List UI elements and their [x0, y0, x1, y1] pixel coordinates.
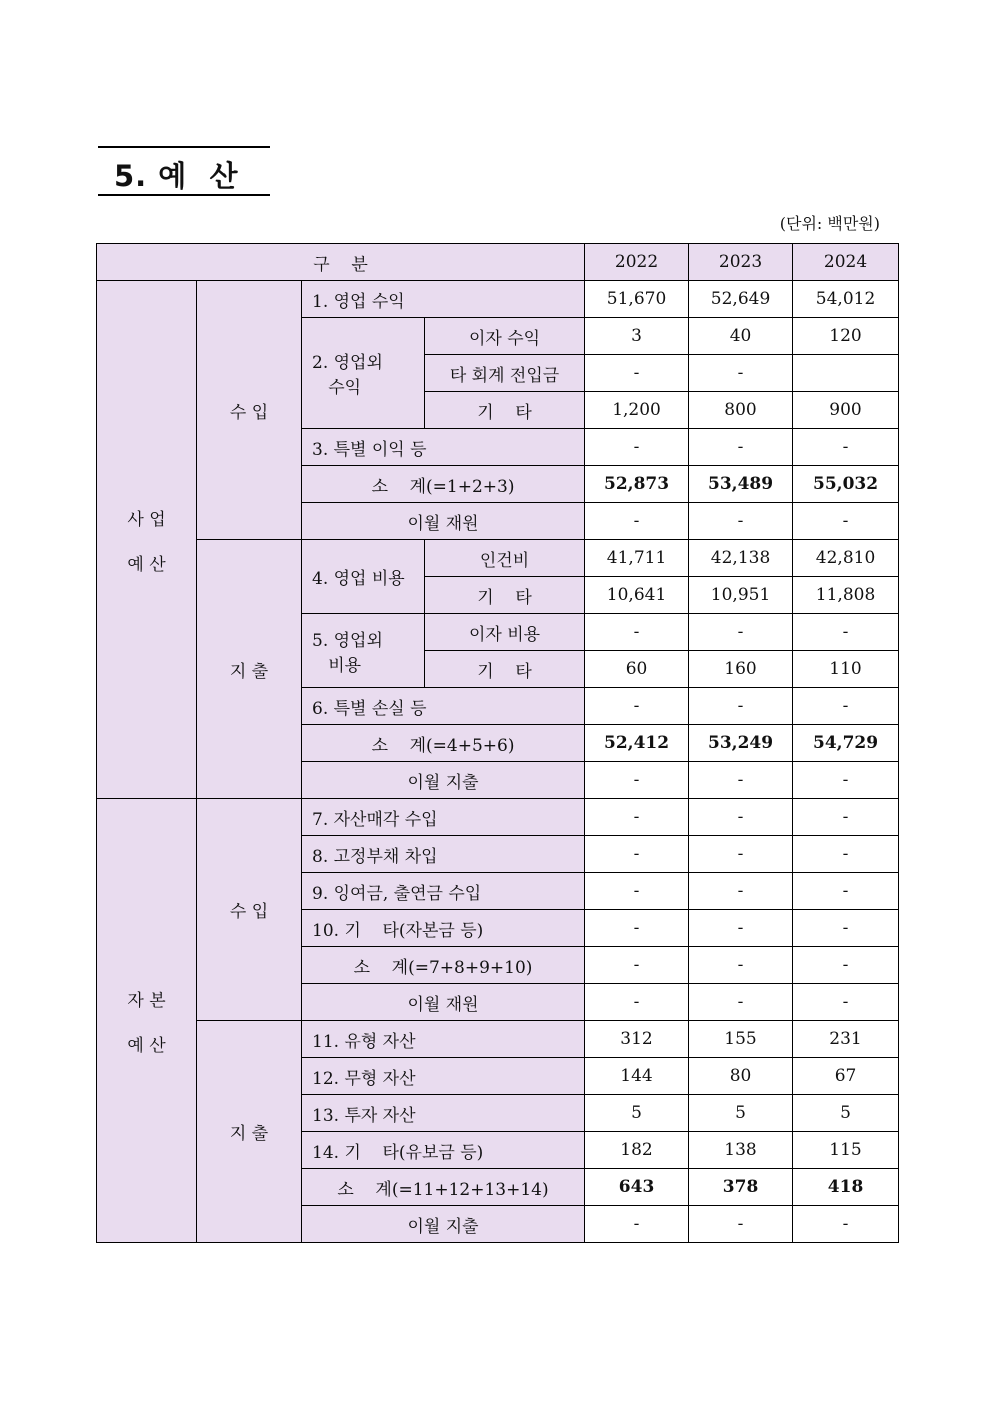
value-2022: 51,670	[585, 281, 689, 318]
value-2022: 10,641	[585, 577, 689, 614]
value-2024: -	[793, 688, 899, 725]
value-2024: -	[793, 947, 899, 984]
value-2023: -	[689, 799, 793, 836]
value-2022: 182	[585, 1132, 689, 1169]
value-2024: -	[793, 762, 899, 799]
capital-income-group: 수 입	[197, 799, 302, 1021]
row-label: 이월 재원	[302, 503, 585, 540]
value-2022: -	[585, 799, 689, 836]
value-2024: 115	[793, 1132, 899, 1169]
value-2022: -	[585, 688, 689, 725]
row-label: 이자 수익	[425, 318, 585, 355]
value-2022: -	[585, 984, 689, 1021]
value-2023: -	[689, 688, 793, 725]
value-2022: 5	[585, 1095, 689, 1132]
row-label: 타 회계 전입금	[425, 355, 585, 392]
row-group-label: 5. 영업외 비용	[302, 614, 425, 688]
value-2024: -	[793, 1206, 899, 1243]
value-2022: 60	[585, 651, 689, 688]
value-2024: 42,810	[793, 540, 899, 577]
row-label: 이월 재원	[302, 984, 585, 1021]
row-label: 9. 잉여금, 출연금 수입	[302, 873, 585, 910]
business-expense-group: 지 출	[197, 540, 302, 799]
value-2023: -	[689, 910, 793, 947]
value-2024: 418	[793, 1169, 899, 1206]
value-2024: 120	[793, 318, 899, 355]
table-row	[97, 281, 899, 318]
value-2023: 52,649	[689, 281, 793, 318]
row-label: 1. 영업 수익	[302, 281, 585, 318]
value-2024: -	[793, 910, 899, 947]
row-label: 14. 기 타(유보금 등)	[302, 1132, 585, 1169]
value-2023: -	[689, 503, 793, 540]
value-2023: 80	[689, 1058, 793, 1095]
row-label: 기 타	[425, 651, 585, 688]
value-2024: 54,012	[793, 281, 899, 318]
value-2023: -	[689, 947, 793, 984]
row-group-label: 2. 영업외 수익	[302, 318, 425, 429]
value-2022: 1,200	[585, 392, 689, 429]
header-2022: 2022	[585, 244, 689, 281]
value-2023: 378	[689, 1169, 793, 1206]
value-2023: -	[689, 614, 793, 651]
value-2023: 5	[689, 1095, 793, 1132]
value-2023: -	[689, 429, 793, 466]
row-label: 소 계(=4+5+6)	[302, 725, 585, 762]
table-row	[97, 540, 899, 577]
value-2022: 41,711	[585, 540, 689, 577]
row-label: 10. 기 타(자본금 등)	[302, 910, 585, 947]
table-row	[97, 1021, 899, 1058]
value-2023: 53,249	[689, 725, 793, 762]
value-2023: 53,489	[689, 466, 793, 503]
value-2022: 52,873	[585, 466, 689, 503]
row-label: 13. 투자 자산	[302, 1095, 585, 1132]
value-2023: 42,138	[689, 540, 793, 577]
value-2023: 160	[689, 651, 793, 688]
value-2022: -	[585, 762, 689, 799]
row-label: 소 계(=11+12+13+14)	[302, 1169, 585, 1206]
value-2023: -	[689, 873, 793, 910]
row-label: 이월 지출	[302, 762, 585, 799]
value-2024: 5	[793, 1095, 899, 1132]
value-2024: 67	[793, 1058, 899, 1095]
row-group-label: 4. 영업 비용	[302, 540, 425, 614]
value-2023: -	[689, 1206, 793, 1243]
value-2024: 11,808	[793, 577, 899, 614]
value-2024: 55,032	[793, 466, 899, 503]
value-2023: 800	[689, 392, 793, 429]
value-2023: -	[689, 836, 793, 873]
value-2023: -	[689, 355, 793, 392]
value-2022: 643	[585, 1169, 689, 1206]
value-2022: -	[585, 947, 689, 984]
row-label: 인건비	[425, 540, 585, 577]
header-category: 구 분	[97, 244, 585, 281]
budget-table	[96, 243, 899, 1243]
value-2022: -	[585, 503, 689, 540]
value-2022: 312	[585, 1021, 689, 1058]
value-2023: 40	[689, 318, 793, 355]
value-2022: 144	[585, 1058, 689, 1095]
value-2023: 10,951	[689, 577, 793, 614]
value-2022: -	[585, 873, 689, 910]
row-label: 이자 비용	[425, 614, 585, 651]
capital-expense-group: 지 출	[197, 1021, 302, 1243]
value-2024: -	[793, 614, 899, 651]
value-2024: -	[793, 984, 899, 1021]
section-title: 5. 예 산	[114, 159, 239, 193]
section-business-budget: 사 업 예 산	[97, 281, 197, 799]
row-label: 소 계(=1+2+3)	[302, 466, 585, 503]
row-label: 소 계(=7+8+9+10)	[302, 947, 585, 984]
value-2024: -	[793, 503, 899, 540]
value-2023: 155	[689, 1021, 793, 1058]
table-header-row	[97, 244, 899, 281]
value-2024: -	[793, 836, 899, 873]
header-2023: 2023	[689, 244, 793, 281]
value-2022: -	[585, 614, 689, 651]
value-2023: -	[689, 984, 793, 1021]
section-capital-budget: 자 본 예 산	[97, 799, 197, 1243]
value-2023: -	[689, 762, 793, 799]
section-heading	[98, 146, 270, 196]
header-2024: 2024	[793, 244, 899, 281]
value-2024: 231	[793, 1021, 899, 1058]
row-label: 8. 고정부채 차입	[302, 836, 585, 873]
row-label: 이월 지출	[302, 1206, 585, 1243]
value-2022: -	[585, 836, 689, 873]
row-label: 기 타	[425, 577, 585, 614]
row-label: 3. 특별 이익 등	[302, 429, 585, 466]
value-2024: -	[793, 429, 899, 466]
value-2022: 3	[585, 318, 689, 355]
unit-note: (단위: 백만원)	[779, 214, 880, 233]
row-label: 12. 무형 자산	[302, 1058, 585, 1095]
value-2023: 138	[689, 1132, 793, 1169]
row-label: 11. 유형 자산	[302, 1021, 585, 1058]
value-2024	[793, 355, 899, 392]
value-2022: -	[585, 1206, 689, 1243]
value-2022: -	[585, 429, 689, 466]
row-label: 6. 특별 손실 등	[302, 688, 585, 725]
value-2024: -	[793, 873, 899, 910]
business-income-group: 수 입	[197, 281, 302, 540]
value-2022: 52,412	[585, 725, 689, 762]
value-2024: -	[793, 799, 899, 836]
value-2022: -	[585, 910, 689, 947]
row-label: 기 타	[425, 392, 585, 429]
table-row	[97, 799, 899, 836]
row-label: 7. 자산매각 수입	[302, 799, 585, 836]
value-2022: -	[585, 355, 689, 392]
value-2024: 900	[793, 392, 899, 429]
value-2024: 54,729	[793, 725, 899, 762]
value-2024: 110	[793, 651, 899, 688]
